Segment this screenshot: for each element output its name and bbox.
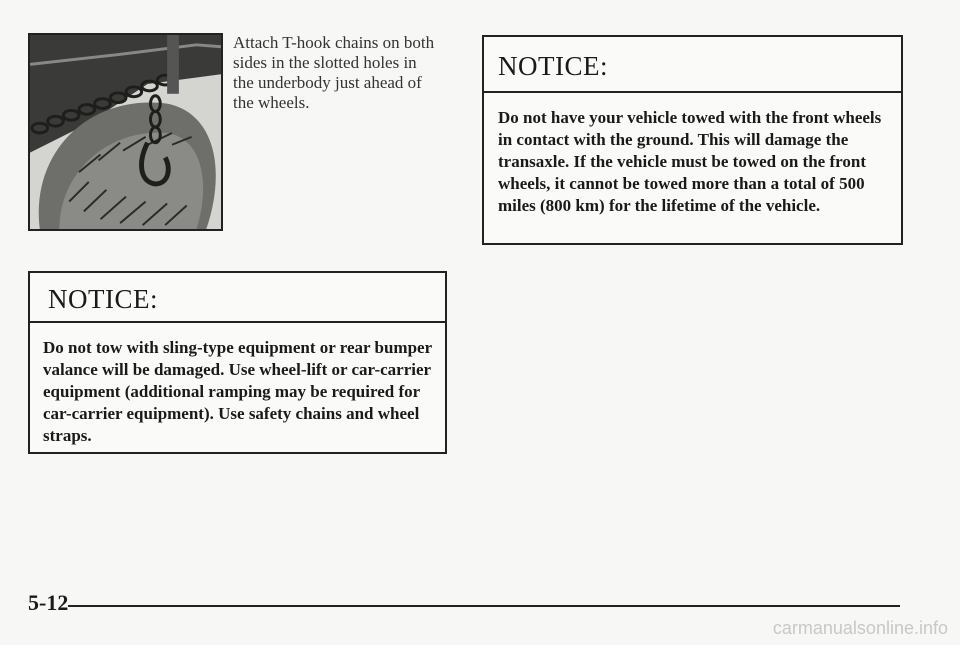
notice-text: Do not tow with sling-type equipment or rear bumper valance will be damaged. Use wheel-lift or car-carrier equipment (additional ramping may be required for car-carrier equipment). Use safety chains and wheel straps. xyxy=(43,338,432,445)
notice-heading: NOTICE: xyxy=(30,273,445,323)
watermark: carmanualsonline.info xyxy=(772,618,948,638)
page-number: 5-12 xyxy=(28,590,69,615)
notice-heading: NOTICE: xyxy=(484,37,901,93)
figure-caption: Attach T-hook chains on both sides in the slotted holes in the underbody just ahead of the wheels. xyxy=(233,33,435,112)
tow-chain-illustration xyxy=(28,33,223,231)
notice-text: Do not have your vehicle towed with the front wheels in contact with the ground. This will damage the transaxle. If the vehicle must be towed on the front wheels, it cannot be towed more than a total of 500 miles (800 km) for the lifetime of the vehicle. xyxy=(498,108,882,215)
notice-box-sling-equipment xyxy=(28,271,447,454)
notice-box-transaxle xyxy=(482,35,903,245)
tow-chain-icon xyxy=(30,35,221,229)
footer-rule xyxy=(68,605,900,607)
